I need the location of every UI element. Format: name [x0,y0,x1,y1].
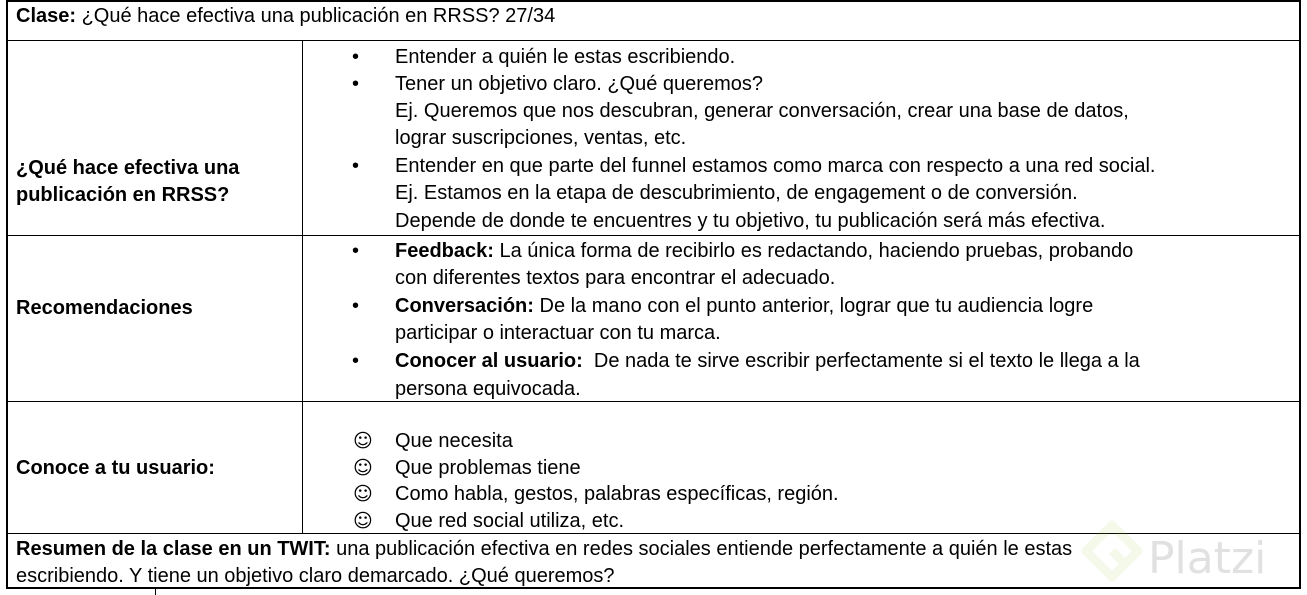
row-label-recomendaciones: Recomendaciones [16,297,193,319]
recommendation-continuation: participar o interactuar con tu marca. [395,322,721,344]
recommendation-item [395,238,1133,265]
list-item: Tener un objetivo claro. ¿Qué queremos? [395,73,763,95]
class-title-text: ¿Qué hace efectiva una publicación en RRSS? 27/34 [76,5,556,27]
summary-text: una publicación efectiva en redes sociales entiende perfectamente a quién le estas [330,538,1073,560]
smiley-icon: ☺ [353,457,373,479]
user-trait-item: Que red social utiliza, etc. [395,510,624,532]
recommendation-text: La única forma de recibirlo es redactando, haciendo pruebas, probando [493,240,1134,262]
recommendation-term: Conversación: [395,295,534,317]
user-trait-item: Que problemas tiene [395,457,581,479]
class-title-label: Clase: [16,5,77,27]
class-title [16,3,555,30]
smiley-icon: ☺ [353,430,373,452]
bullet-icon: • [352,73,360,95]
row-divider [8,235,1299,236]
bullet-icon: • [352,295,360,317]
recommendation-item [395,293,1093,320]
bullet-icon: • [352,240,360,262]
recommendation-continuation: con diferentes textos para encontrar el adecuado. [395,267,836,289]
recommendation-term: Feedback: [395,240,494,262]
smiley-icon: ☺ [353,483,373,505]
list-item: Entender en que parte del funnel estamos como marca con respecto a una red social. [395,155,1156,177]
bullet-icon: • [352,46,360,68]
recommendation-term: Conocer al usuario: [395,350,583,372]
row-divider [8,40,1299,41]
list-item-continuation: Ej. Estamos en la etapa de descubrimiento, de engagement o de conversión. [395,182,1078,204]
list-item-continuation: Depende de donde te encuentres y tu objetivo, tu publicación será más efectiva. [395,210,1106,232]
bullet-icon: • [352,350,360,372]
summary-label: Resumen de la clase en un TWIT: [16,538,331,560]
row-divider [8,401,1299,402]
summary-line-continuation: escribiendo. Y tiene un objetivo claro demarcado. ¿Qué queremos? [16,565,615,587]
recommendation-text: De nada te sirve escribir perfectamente si el texto le llega a la [582,350,1140,372]
row-label-conoce: Conoce a tu usuario: [16,457,215,479]
recommendation-item [395,348,1140,375]
row-label-efectiva: ¿Qué hace efectiva una [16,157,240,179]
list-item-continuation: lograr suscripciones, ventas, etc. [395,127,687,149]
user-trait-item: Como habla, gestos, palabras específicas, región. [395,483,839,505]
user-trait-item: Que necesita [395,430,513,452]
recommendation-continuation: persona equivocada. [395,378,581,400]
list-item-continuation: Ej. Queremos que nos descubran, generar conversación, crear una base de datos, [395,100,1129,122]
column-divider [302,41,303,534]
recommendation-text: De la mano con el punto anterior, lograr que tu audiencia logre [533,295,1094,317]
bullet-icon: • [352,155,360,177]
page-edge-mark [155,589,156,595]
list-item: Entender a quién le estas escribiendo. [395,46,736,68]
summary-line [16,536,1072,563]
row-label-efectiva-line2: publicación en RRSS? [16,184,230,206]
smiley-icon: ☺ [353,510,373,532]
watermark-text: Platzi [1148,533,1267,584]
class-notes-table [6,0,1301,589]
